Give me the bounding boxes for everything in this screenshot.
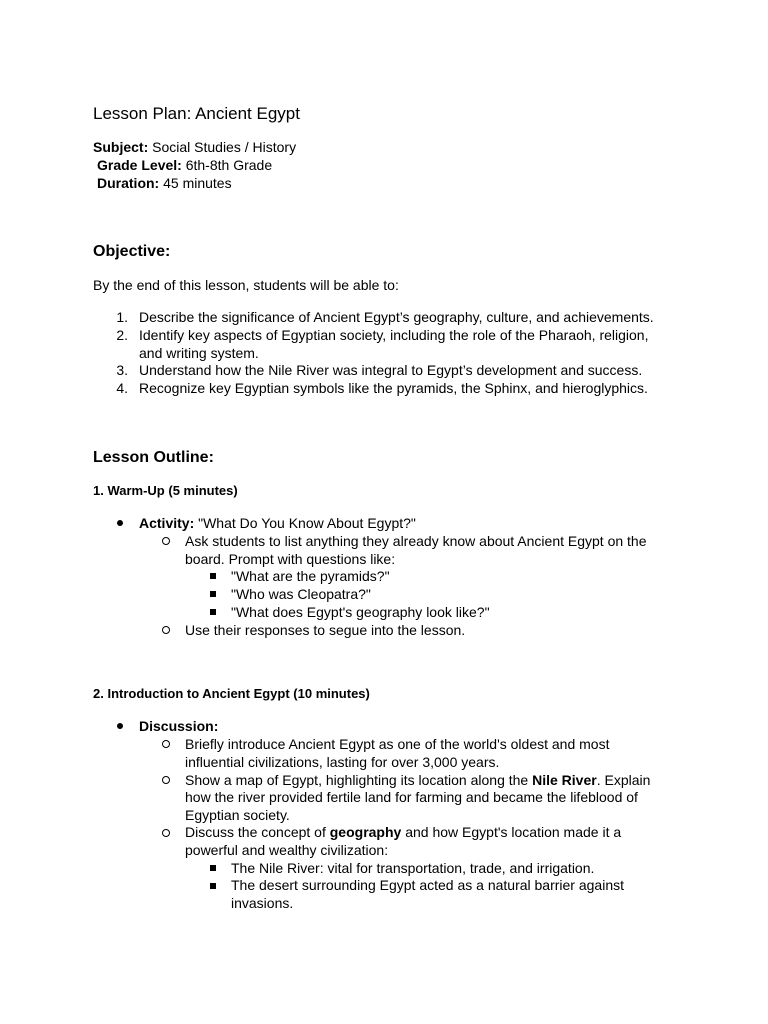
bullet-square-icon <box>210 883 216 889</box>
bullet-circle-icon <box>162 537 170 545</box>
objective-heading: Objective: <box>93 243 171 260</box>
bullet-circle-icon <box>162 776 170 784</box>
discussion-point <box>185 771 650 789</box>
warmup-heading: 1. Warm-Up (5 minutes) <box>93 483 238 498</box>
bullet-dot-icon <box>117 723 123 729</box>
duration-label: Duration: <box>97 175 160 191</box>
subject-line <box>93 138 296 156</box>
bullet-square-icon <box>210 609 216 615</box>
subject-value: Social Studies / History <box>152 139 297 155</box>
discussion-point-continuation: how the river provided fertile land for farming and became the lifeblood of <box>185 789 638 805</box>
grade-value: 6th-8th Grade <box>185 157 273 173</box>
activity-value: "What Do You Know About Egypt?" <box>194 515 416 531</box>
geography-point: The Nile River: vital for transportation, trade, and irrigation. <box>231 860 595 876</box>
discussion-point: Briefly introduce Ancient Egypt as one of the world's oldest and most <box>185 736 610 752</box>
discussion-point-continuation: influential civilizations, lasting for over 3,000 years. <box>185 754 500 770</box>
list-item: Identify key aspects of Egyptian society, including the role of the Pharaoh, religion, <box>139 327 649 343</box>
grade-line <box>97 156 272 174</box>
intro-heading: 2. Introduction to Ancient Egypt (10 minutes) <box>93 686 370 701</box>
geography-point-continuation: invasions. <box>231 895 294 911</box>
warmup-instruction-continuation: board. Prompt with questions like: <box>185 551 396 567</box>
list-item-number: 4. <box>116 380 128 396</box>
text-run: Show a map of Egypt, highlighting its location along the <box>185 772 533 788</box>
page-title: Lesson Plan: Ancient Egypt <box>93 104 300 123</box>
discussion-point <box>185 823 621 841</box>
subject-label: Subject: <box>93 139 149 155</box>
warmup-segue: Use their responses to segue into the lesson. <box>185 622 466 638</box>
bullet-circle-icon <box>162 626 170 634</box>
list-item: Understand how the Nile River was integral to Egypt’s development and success. <box>139 362 643 378</box>
question-item: "What does Egypt's geography look like?" <box>231 604 490 620</box>
bullet-circle-icon <box>162 740 170 748</box>
discussion-label-line <box>139 717 218 735</box>
list-item-continuation: and writing system. <box>139 345 259 361</box>
bullet-square-icon <box>210 573 216 579</box>
question-item: "Who was Cleopatra?" <box>231 586 371 602</box>
outline-heading: Lesson Outline: <box>93 449 214 466</box>
bold-term: Nile River <box>532 772 597 788</box>
text-run: . Explain <box>596 772 651 788</box>
discussion-point-continuation: powerful and wealthy civilization: <box>185 842 389 858</box>
bullet-dot-icon <box>117 520 123 526</box>
objective-intro: By the end of this lesson, students will be able to: <box>93 277 399 293</box>
bullet-square-icon <box>210 591 216 597</box>
list-item-number: 1. <box>116 309 128 325</box>
grade-label: Grade Level: <box>97 157 182 173</box>
duration-line <box>97 174 232 192</box>
geography-point: The desert surrounding Egypt acted as a natural barrier against <box>231 877 625 893</box>
activity-line <box>139 514 416 532</box>
discussion-point-continuation: Egyptian society. <box>185 807 290 823</box>
activity-label: Activity: <box>139 515 195 531</box>
list-item-number: 3. <box>116 362 128 378</box>
bold-term: geography <box>329 824 402 840</box>
list-item: Recognize key Egyptian symbols like the pyramids, the Sphinx, and hieroglyphics. <box>139 380 648 396</box>
question-item: "What are the pyramids?" <box>231 568 390 584</box>
bullet-square-icon <box>210 865 216 871</box>
discussion-label: Discussion: <box>139 718 219 734</box>
warmup-instruction: Ask students to list anything they already know about Ancient Egypt on the <box>185 533 647 549</box>
duration-value: 45 minutes <box>163 175 232 191</box>
list-item: Describe the significance of Ancient Egypt’s geography, culture, and achievements. <box>139 309 654 325</box>
list-item-number: 2. <box>116 327 128 343</box>
text-run: Discuss the concept of <box>185 824 330 840</box>
bullet-circle-icon <box>162 829 170 837</box>
text-run: and how Egypt's location made it a <box>401 824 622 840</box>
